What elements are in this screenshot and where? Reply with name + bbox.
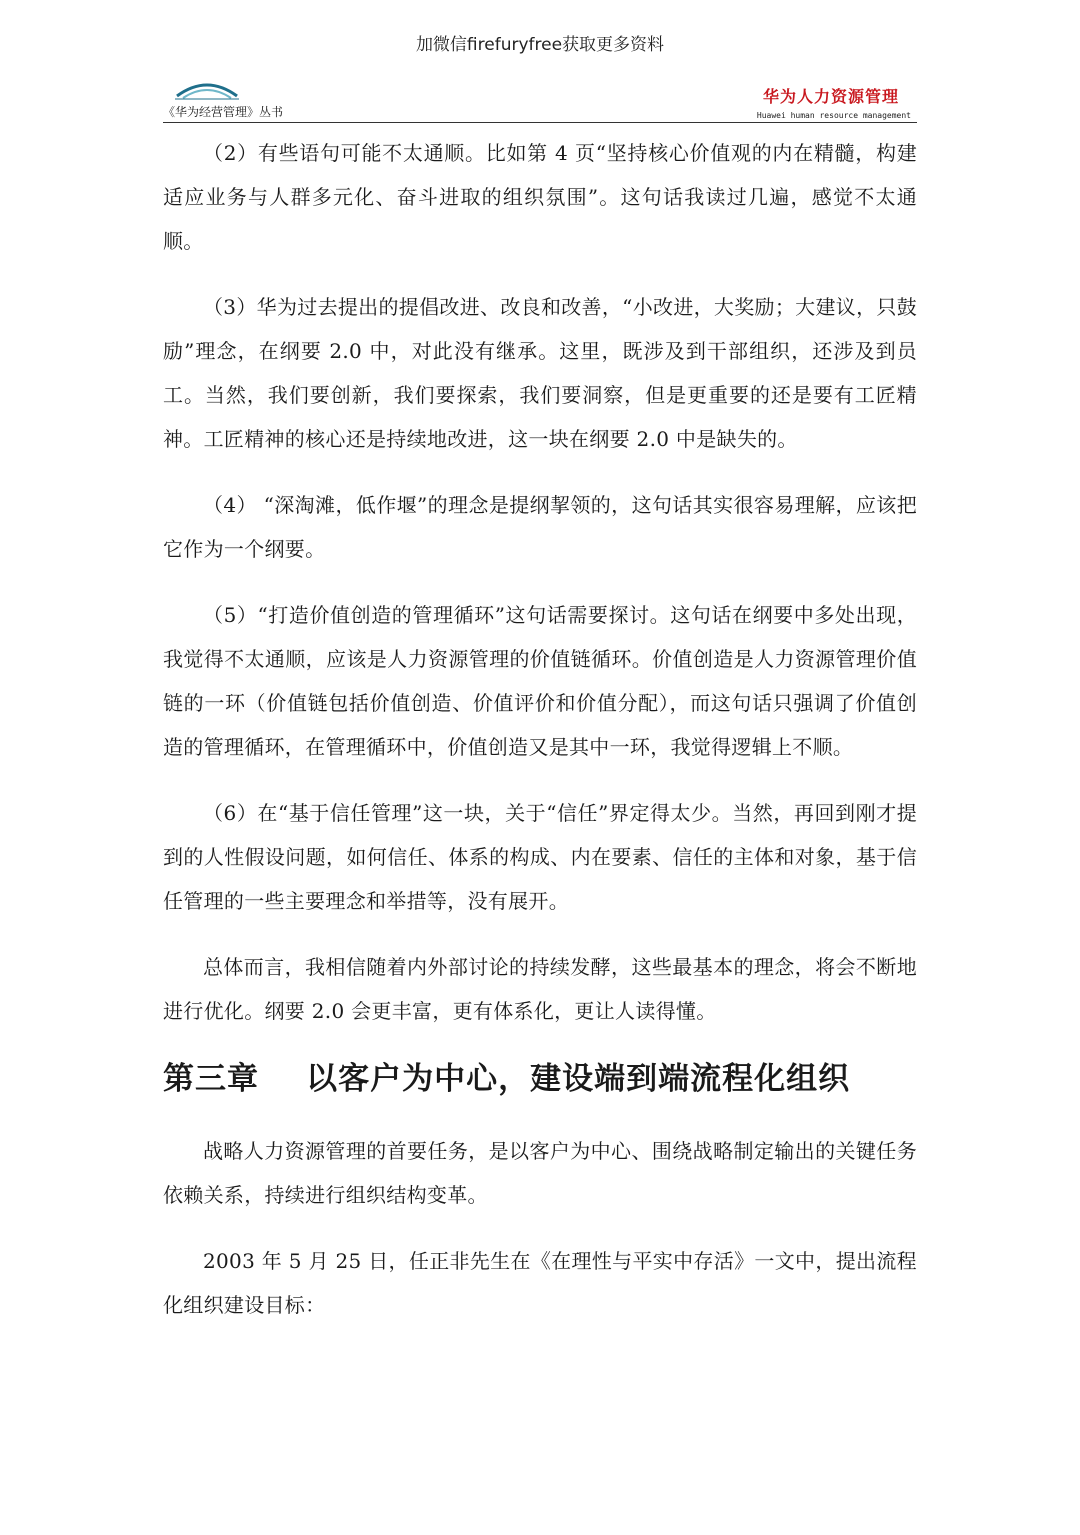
paragraph-2: （2）有些语句可能不太通顺。比如第 4 页“坚持核心价值观的内在精髓，构建适应业务与人群多元化、奋斗进取的组织氛围”。这句话我读过几遍，感觉不太通顺。 — [163, 141, 917, 253]
header-divider — [163, 122, 917, 123]
page-body — [163, 131, 917, 1349]
brand-title: 华为人力资源管理 — [762, 87, 899, 106]
paragraph-3: （3）华为过去提出的提倡改进、改良和改善，“小改进，大奖励；大建议，只鼓励”理念，在纲要 2.0 中，对此没有继承。这里，既涉及到干部组织，还涉及到员工。当然，我们要创新，我们要探索，我们要洞察，但是更重要的还是要有工匠精神。工匠精神的核心还是持续地改进，这一块在纲要 2.0 中是缺失的。 — [163, 295, 917, 451]
brand-subtitle: Huawei human resource management — [756, 111, 911, 120]
summary-paragraph: 总体而言，我相信随着内外部讨论的持续发酵，这些最基本的理念，将会不断地进行优化。纲要 2.0 会更丰富，更有体系化，更让人读得懂。 — [163, 955, 917, 1023]
chapter-paragraph-1: 战略人力资源管理的首要任务，是以客户为中心、围绕战略制定输出的关键任务依赖关系，持续进行组织结构变革。 — [163, 1139, 917, 1207]
book-series-title: 《华为经营管理》丛书 — [163, 105, 284, 119]
watermark-text: 加微信firefuryfree获取更多资料 — [415, 35, 665, 55]
mountain-logo-icon — [175, 78, 239, 100]
paragraph-5: （5）“打造价值创造的管理循环”这句话需要探讨。这句话在纲要中多处出现，我觉得不太通顺，应该是人力资源管理的价值链循环。价值创造是人力资源管理价值链的一环（价值链包括价值创造、价值评价和价值分配），而这句话只强调了价值创造的管理循环，在管理循环中，价值创造又是其中一环，我觉得逻辑上不顺。 — [163, 603, 917, 759]
paragraph-4: （4） “深淘滩，低作堰”的理念是提纲挈领的，这句话其实很容易理解，应该把它作为一个纲要。 — [163, 493, 917, 561]
page-header — [163, 78, 917, 126]
paragraph-6: （6）在“基于信任管理”这一块，关于“信任”界定得太少。当然，再回到刚才提到的人性假设问题，如何信任、体系的构成、内在要素、信任的主体和对象，基于信任管理的一些主要理念和举措等，没有展开。 — [163, 801, 917, 913]
chapter-heading: 第三章 以客户为中心，建设端到端流程化组织 — [163, 1061, 851, 1097]
chapter-paragraph-2: 2003 年 5 月 25 日，任正非先生在《在理性与平实中存活》一文中，提出流程化组织建设目标： — [163, 1249, 917, 1317]
